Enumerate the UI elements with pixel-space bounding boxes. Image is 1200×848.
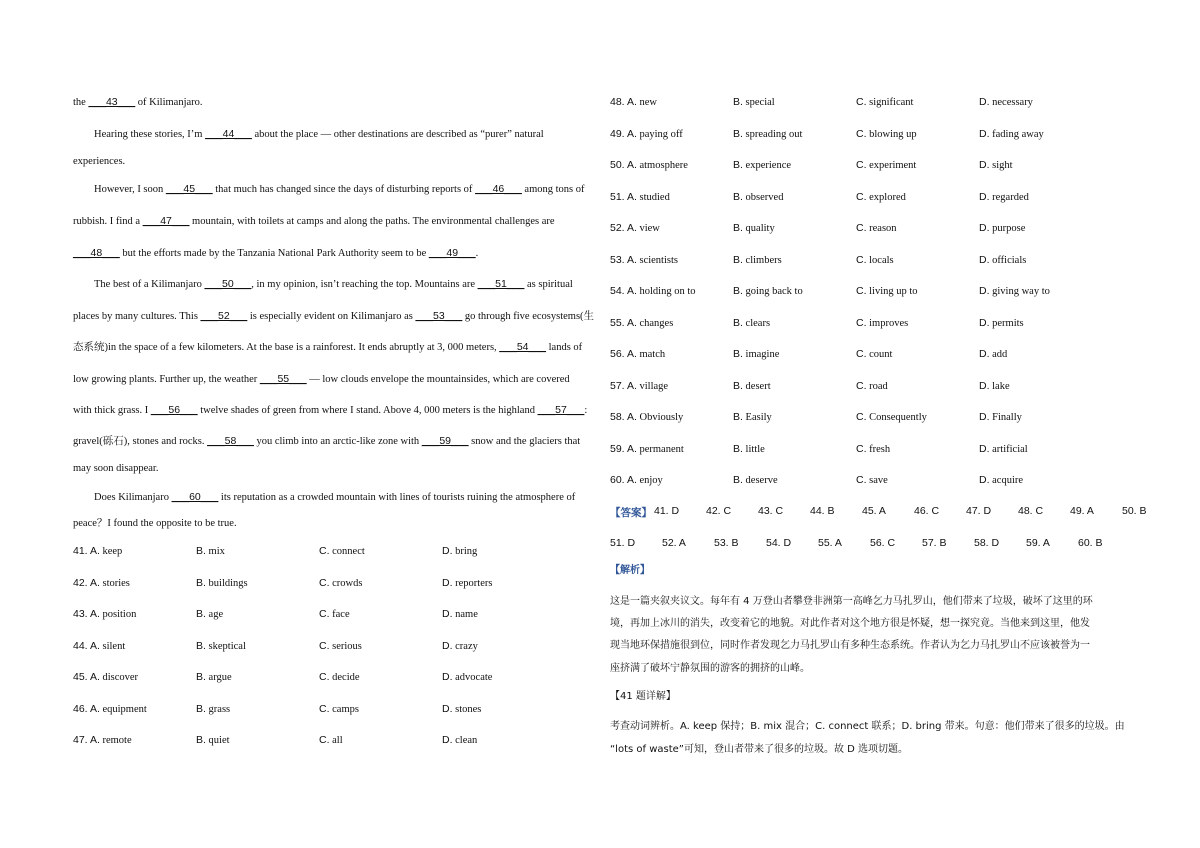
option-b[interactable]: B. skeptical: [196, 639, 246, 652]
option-d[interactable]: D. giving way to: [979, 285, 1050, 297]
option-c[interactable]: C. significant: [856, 96, 914, 108]
answer-item: 58. D: [974, 537, 1000, 549]
option-c[interactable]: C. explored: [856, 190, 906, 203]
option-d[interactable]: D. regarded: [979, 190, 1029, 203]
answer-item: 41. D: [654, 505, 680, 517]
option-d[interactable]: D. acquire: [979, 474, 1024, 486]
blank-57: ___57___: [537, 404, 585, 416]
option-b[interactable]: B. deserve: [733, 474, 778, 486]
blank-49: ___49___: [428, 247, 476, 259]
option-b[interactable]: B. buildings: [196, 576, 248, 589]
option-c[interactable]: C. all: [319, 734, 343, 746]
option-a[interactable]: 45. A. discover: [73, 671, 139, 683]
answer-item: 59. A: [1026, 537, 1050, 549]
option-b[interactable]: B. experience: [733, 159, 792, 171]
blank-52: ___52___: [200, 310, 248, 322]
option-b[interactable]: B. imagine: [733, 348, 780, 360]
analysis-line: 境，再加上冰川的消失，改变着它的地貌。对此作者对这个地方很是怀疑，想一探究竟。当他来到这里，他发: [610, 618, 1090, 629]
option-c[interactable]: C. locals: [856, 253, 894, 266]
option-b[interactable]: B. argue: [196, 671, 232, 683]
answer-item: 56. C: [870, 537, 896, 549]
answer-item: 54. D: [766, 537, 792, 549]
option-c[interactable]: C. decide: [319, 671, 360, 683]
option-c[interactable]: C. experiment: [856, 159, 917, 171]
question-row: [73, 703, 593, 717]
passage-line: Hearing these stories, I’m ___44___ about the place — other destinations are described as “purer” natural: [94, 128, 544, 140]
blank-51: ___51___: [477, 278, 525, 290]
option-d[interactable]: D. lake: [979, 379, 1010, 392]
question-row: [610, 191, 1130, 205]
passage-line: peace？I found the opposite to be true.: [73, 518, 237, 529]
option-a[interactable]: 60. A. enjoy: [610, 474, 663, 486]
option-c[interactable]: C. serious: [319, 639, 362, 652]
option-c[interactable]: C. Consequently: [856, 411, 927, 423]
option-a[interactable]: 51. A. studied: [610, 190, 670, 203]
option-c[interactable]: C. crowds: [319, 576, 363, 589]
option-a[interactable]: 55. A. changes: [610, 316, 674, 329]
option-d[interactable]: D. Finally: [979, 411, 1022, 423]
question-row: [610, 285, 1130, 299]
analysis-line: 座挤满了破坏宁静氛围的游客的拥挤的山峰。: [610, 663, 810, 674]
answer-item: 42. C: [706, 505, 732, 517]
question-row: [610, 380, 1130, 394]
question-row: [610, 443, 1130, 457]
answer-item: 47. D: [966, 505, 992, 517]
answer-item: 44. B: [810, 505, 835, 517]
question-row: [610, 411, 1130, 425]
option-a[interactable]: 41. A. keep: [73, 545, 123, 557]
q41-line: “lots of waste”可知，登山者带来了很多的垃圾。故 D 选项切题。: [610, 744, 909, 755]
option-b[interactable]: B. age: [196, 608, 224, 620]
option-b[interactable]: B. spreading out: [733, 127, 803, 140]
option-d[interactable]: D. add: [979, 348, 1008, 360]
answer-item: 55. A: [818, 537, 842, 549]
question-row: [610, 348, 1130, 362]
option-a[interactable]: 54. A. holding on to: [610, 285, 696, 297]
answer-item: 45. A: [862, 505, 886, 517]
analysis-line: 现当地环保措施很到位，同时作者发现乞力马扎罗山有多种生态系统。作者认为乞力马扎罗山不应该被誉为一: [610, 640, 1090, 651]
question-row: [610, 159, 1130, 173]
option-d[interactable]: D. fading away: [979, 127, 1044, 140]
passage-line: Does Kilimanjaro ___60___ its reputation as a crowded mountain with lines of tourists ruining the atmosphere of: [94, 491, 576, 503]
option-b[interactable]: B. observed: [733, 190, 784, 203]
option-a[interactable]: 44. A. silent: [73, 639, 126, 652]
option-a[interactable]: 56. A. match: [610, 348, 666, 360]
option-d[interactable]: D. sight: [979, 159, 1013, 171]
option-a[interactable]: 49. A. paying off: [610, 127, 683, 140]
option-c[interactable]: C. connect: [319, 545, 365, 557]
option-b[interactable]: B. clears: [733, 316, 771, 329]
blank-56: ___56___: [150, 404, 198, 416]
passage-line: experiences.: [73, 156, 126, 167]
q41-title: 【41 题详解】: [610, 691, 676, 702]
option-d[interactable]: D. purpose: [979, 222, 1026, 234]
passage-line: gravel(砾石), stones and rocks. ___58___ you climb into an arctic-like zone with ___59___ snow and the glaciers that: [73, 435, 581, 447]
option-a[interactable]: 46. A. equipment: [73, 702, 147, 715]
option-c[interactable]: C. reason: [856, 222, 897, 234]
q41-line: 考查动词辨析。A. keep 保持；B. mix 混合；C. connect 联系；D. bring 带来。句意：他们带来了很多的垃圾。由: [610, 721, 1125, 732]
option-a[interactable]: 58. A. Obviously: [610, 411, 684, 423]
blank-59: ___59___: [421, 435, 469, 447]
option-d[interactable]: D. clean: [442, 734, 478, 746]
option-b[interactable]: B. quality: [733, 222, 775, 234]
passage-line: ___48___ but the efforts made by the Tanzania National Park Authority seem to be ___49___.: [73, 247, 479, 259]
question-row: [610, 317, 1130, 331]
answer-item: 53. B: [714, 537, 739, 549]
answer-item: 43. C: [758, 505, 784, 517]
option-a[interactable]: 50. A. atmosphere: [610, 159, 688, 171]
option-b[interactable]: B. special: [733, 96, 775, 108]
answer-tag: 【答案】: [610, 507, 652, 519]
option-a[interactable]: 53. A. scientists: [610, 253, 678, 266]
blank-47: ___47___: [142, 215, 190, 227]
option-c[interactable]: C. improves: [856, 316, 909, 329]
blank-58: ___58___: [207, 435, 254, 447]
option-d[interactable]: D. necessary: [979, 96, 1033, 108]
passage-line: with thick grass. I ___56___ twelve shades of green from where I stand. Above 4, 000 meters is the highland ___57___:: [73, 404, 588, 416]
option-c[interactable]: C. count: [856, 348, 893, 360]
passage-line: may soon disappear.: [73, 463, 159, 474]
answer-item: 60. B: [1078, 537, 1103, 549]
blank-55: ___55___: [259, 373, 307, 385]
question-row: [73, 734, 593, 748]
question-row: [610, 96, 1130, 110]
blank-53: ___53___: [415, 310, 463, 322]
answer-row-2: [610, 537, 1130, 551]
question-row: [610, 254, 1130, 268]
option-b[interactable]: B. going back to: [733, 285, 803, 297]
answer-item: 50. B: [1122, 505, 1147, 517]
option-a[interactable]: 42. A. stories: [73, 576, 130, 589]
option-c[interactable]: C. living up to: [856, 285, 918, 297]
option-d[interactable]: D. artificial: [979, 442, 1028, 455]
answer-item: 48. C: [1018, 505, 1044, 517]
option-b[interactable]: B. mix: [196, 545, 225, 557]
option-d[interactable]: D. stones: [442, 702, 482, 715]
answer-item: 49. A: [1070, 505, 1094, 517]
question-row: [610, 128, 1130, 142]
question-row: [610, 474, 1130, 488]
option-b[interactable]: B. grass: [196, 702, 231, 715]
option-b[interactable]: B. desert: [733, 379, 771, 392]
blank-43: ___43___: [88, 96, 136, 108]
answer-row-1: [610, 505, 1147, 519]
option-a[interactable]: 47. A. remote: [73, 734, 132, 746]
answer-item: 51. D: [610, 537, 636, 549]
question-row: [73, 671, 593, 685]
option-c[interactable]: C. save: [856, 474, 888, 486]
option-a[interactable]: 43. A. position: [73, 608, 137, 620]
question-row: [73, 608, 593, 622]
option-a[interactable]: 48. A. new: [610, 96, 657, 108]
option-b[interactable]: B. Easily: [733, 411, 772, 423]
blank-45: ___45___: [165, 183, 213, 195]
question-row: [73, 545, 593, 559]
option-c[interactable]: C. blowing up: [856, 127, 917, 140]
blank-50: ___50___: [204, 278, 252, 290]
analysis-line: 这是一篇夹叙夹议文。每年有 4 万登山者攀登非洲第一高峰乞力马扎罗山，他们带来了垃圾，破坏了这里的环: [610, 596, 1093, 607]
option-d[interactable]: D. officials: [979, 253, 1027, 266]
option-c[interactable]: C. road: [856, 379, 888, 392]
passage-line: 态系统)in the space of a few kilometers. At the base is a rainforest. It ends abruptly at 3, 000 meters, ___54___ lands of: [73, 341, 583, 353]
option-b[interactable]: B. quiet: [196, 734, 230, 746]
blank-60: ___60___: [171, 491, 219, 503]
analysis-tag: 【解析】: [610, 565, 650, 576]
blank-46: ___46___: [475, 183, 522, 195]
option-a[interactable]: 52. A. view: [610, 222, 660, 234]
option-a[interactable]: 57. A. village: [610, 379, 669, 392]
option-d[interactable]: D. advocate: [442, 671, 493, 683]
passage-line: The best of a Kilimanjaro ___50___, in my opinion, isn’t reaching the top. Mountains are ___51___ as spiritual: [94, 278, 573, 290]
option-d[interactable]: D. permits: [979, 316, 1024, 329]
answer-item: 52. A: [662, 537, 686, 549]
blank-44: ___44___: [205, 128, 252, 140]
option-c[interactable]: C. camps: [319, 702, 359, 715]
answer-item: 57. B: [922, 537, 947, 549]
option-c[interactable]: C. fresh: [856, 442, 891, 455]
option-d[interactable]: D. bring: [442, 545, 478, 557]
option-a[interactable]: 59. A. permanent: [610, 442, 684, 455]
passage-line: places by many cultures. This ___52___ is especially evident on Kilimanjaro as ___53___ go through five ecosystems(生: [73, 310, 595, 322]
question-row: [73, 640, 593, 654]
passage-line: rubbish. I find a ___47___ mountain, with toilets at camps and along the paths. The environmental challenges are: [73, 215, 555, 227]
option-d[interactable]: D. name: [442, 608, 478, 620]
option-b[interactable]: B. little: [733, 442, 765, 455]
question-row: [610, 222, 1130, 236]
option-d[interactable]: D. crazy: [442, 639, 478, 652]
passage-line: low growing plants. Further up, the weather ___55___ — low clouds envelope the mountainsides, which are covered: [73, 373, 570, 385]
blank-48: ___48___: [73, 247, 120, 259]
option-b[interactable]: B. climbers: [733, 253, 782, 266]
question-row: [73, 577, 593, 591]
blank-54: ___54___: [499, 341, 547, 353]
passage-line: However, I soon ___45___ that much has changed since the days of disturbing reports of ___46___ among tons of: [94, 183, 585, 195]
passage-line: the ___43___ of Kilimanjaro.: [73, 96, 203, 108]
option-d[interactable]: D. reporters: [442, 576, 493, 589]
answer-item: 46. C: [914, 505, 940, 517]
option-c[interactable]: C. face: [319, 608, 350, 620]
